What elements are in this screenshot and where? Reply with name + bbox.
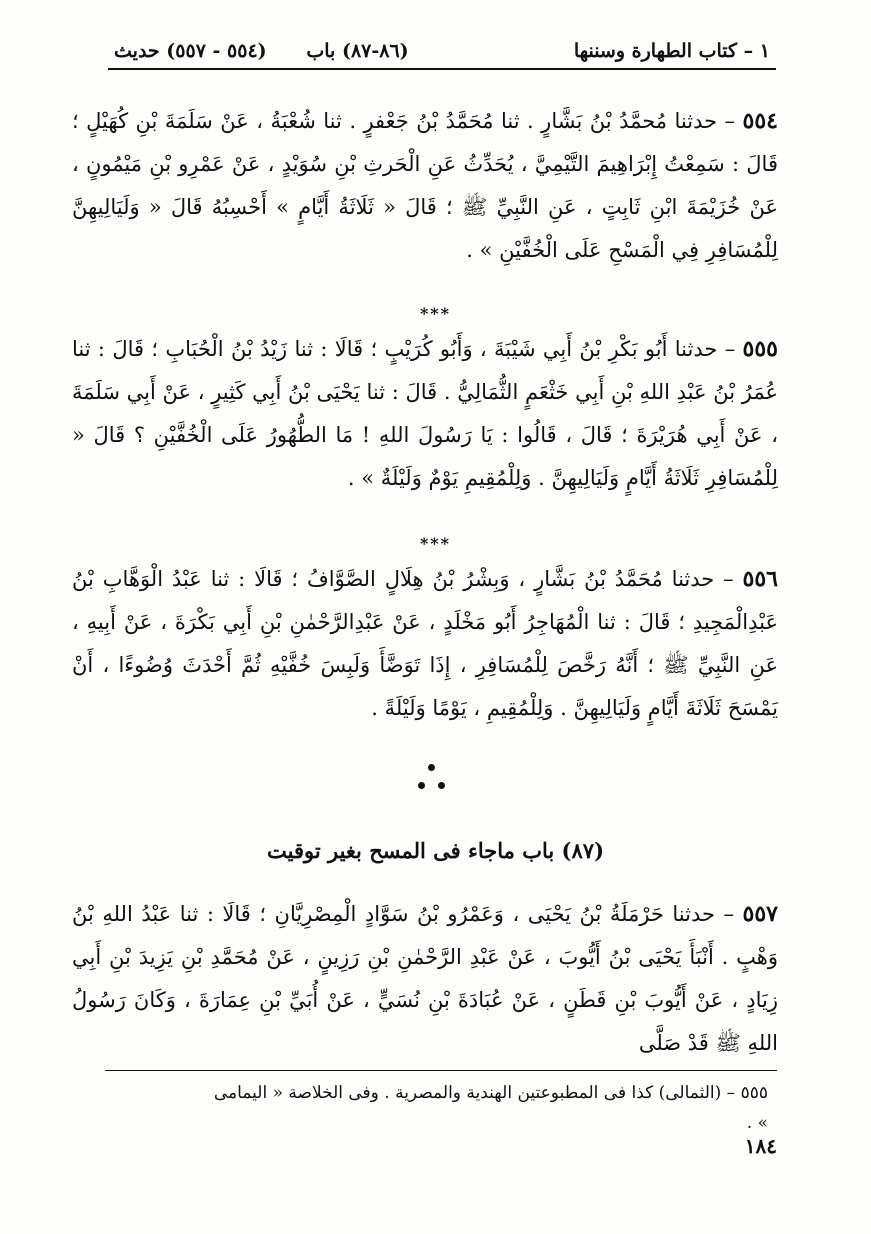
header-book-title: ١ – كتاب الطهارة وسننها [573,40,770,62]
header-ranges [114,40,409,62]
hadith-number: ٥٥٦ [742,566,778,592]
hadith-text: – حدثنا حَرْمَلَةُ بْنُ يَحْيَى ، وَعَمْرُو بْنُ سَوَّادٍ الْمِصْرِيَّانِ ؛ قَالَا : ثنا عَبْدُ اللهِ بْنُ وَهْبٍ . أَنْبَأَ يَحْيَى بْنُ أَيُّوبَ ، عَنْ عَبْدِ الرَّحْمٰنِ بْنِ رَزِينٍ ، عَنْ مُحَمَّدِ بْنِ يَزِيدَ بْنِ أَبِي زِيَادٍ ، عَنْ أَيُّوبَ بْنِ قَطَنٍ ، عَنْ عُبَادَةَ بْنِ نُسَيٍّ ، عَنْ أُبَيِّ بْنِ عِمَارَةَ ، وَكَانَ رَسُولُ اللهِ ﷺ قَدْ صَلَّى [72,902,778,1055]
section-separator: *** [419,534,452,553]
footnote: ٥٥٥ – (الثمالى) كذا فى المطبوعتين الهندية والمصرية . وفى الخلاصة « اليمامى » . [213,1083,768,1133]
chapter-heading: (٨٧) باب ماجاء فى المسح بغير توقيت [266,838,604,863]
hadith-number: ٥٥٧ [742,901,778,927]
hadith-number: ٥٥٥ [742,336,778,362]
hadith-556 [72,558,778,730]
page-number: ١٨٤ [744,1134,777,1158]
hadith-text: – حدثنا مُحمَّدُ بْنُ بَشَّارٍ . ثنا مُحَمَّدُ بْنُ جَعْفرٍ . ثنا شُعْبَةُ ، عَنْ سَلَمَةَ بْنِ كُهَيْلٍ ؛ قَالَ : سَمِعْتُ إِبْرَاهِيمَ التَّيْمِيَّ ، يُحَدِّثُ عَنِ الْحَرثِ بْنِ سُوَيْدٍ ، عَنْ عَمْرِو بْنِ مَيْمُونٍ ، عَنْ خُزَيْمَةَ ابْنِ ثَابِتٍ ، عَنِ النَّبِيِّ ﷺ ؛ قَالَ « ثَلَاثَةُ أَيَّامٍ » أَحْسِبُهُ قَالَ « وَلَيَالِيهِنَّ لِلْمُسَافِرِ فِي الْمَسْحِ عَلَى الْخُفَّيْنِ » . [72,109,778,262]
hadith-554 [72,100,778,272]
ornament-dot [418,782,425,789]
running-header [108,36,776,70]
ornament-dot [438,782,445,789]
section-separator: *** [419,304,452,323]
hadith-555 [72,328,778,500]
footnote-divider [105,1070,777,1071]
hadith-text: – حدثنا أَبُو بَكْرِ بْنُ أَبِي شَيْبَةَ ، وَأَبُو كُرَيْبٍ ؛ قَالَا : ثنا زَيْدُ بْنُ الْحُبَابِ ؛ قَالَ : ثنا عُمَرُ بْنُ عَبْدِ اللهِ بْنِ أَبِي خَثْعَمٍ الثُّمَالِيُّ . قَالَ : ثنا يَحْيَى بْنُ أَبِي كَثِيرٍ ، عَنْ أَبِي سَلَمَةَ ، عَنْ أَبِي هُرَيْرَةَ ؛ قَالَ ، قَالُوا : يَا رَسُولَ اللهِ ! مَا الطُّهُورُ عَلَى الْخُفَّيْنِ ؟ قَالَ « لِلْمُسَافِرِ ثَلَاثَةُ أَيَّامٍ وَلَيَالِيهِنَّ . وَلِلْمُقِيمِ يَوْمٌ وَلَيْلَةٌ » . [72,337,778,490]
hadith-number: ٥٥٤ [742,108,778,134]
ornament-dot [428,764,435,771]
header-chapter-range: (٨٦-٨٧) باب [306,40,409,62]
header-hadith-range: (٥٥٤ - ٥٥٧) حديث [114,40,267,62]
ornament-dots [412,762,452,796]
hadith-557 [72,893,778,1065]
hadith-text: – حدثنا مُحَمَّدُ بْنُ بَشَّارٍ ، وَبِشْرُ بْنُ هِلَالٍ الصَّوَّافُ ؛ قَالَا : ثنا عَبْدُ الْوَهَّابِ بْنُ عَبْدِالْمَجِيدِ ؛ قَالَ : ثنا الْمُهَاجِرُ أَبُو مَخْلَدٍ ، عَنْ عَبْدِالرَّحْمٰنِ بْنِ أَبِي بَكْرَةَ ، عَنْ أَبِيهِ ، عَنِ النَّبِيِّ ﷺ ؛ أَنَّهُ رَخَّصَ لِلْمُسَافِرِ ، إِذَا تَوَضَّأَ وَلَبِسَ خُفَّيْهِ ثُمَّ أَحْدَثَ وُضُوءًا ، أَنْ يَمْسَحَ ثَلَاثَةَ أَيَّامٍ وَلَيَالِيهِنَّ . وَلِلْمُقِيمِ ، يَوْمًا وَلَيْلَةً . [72,567,778,720]
